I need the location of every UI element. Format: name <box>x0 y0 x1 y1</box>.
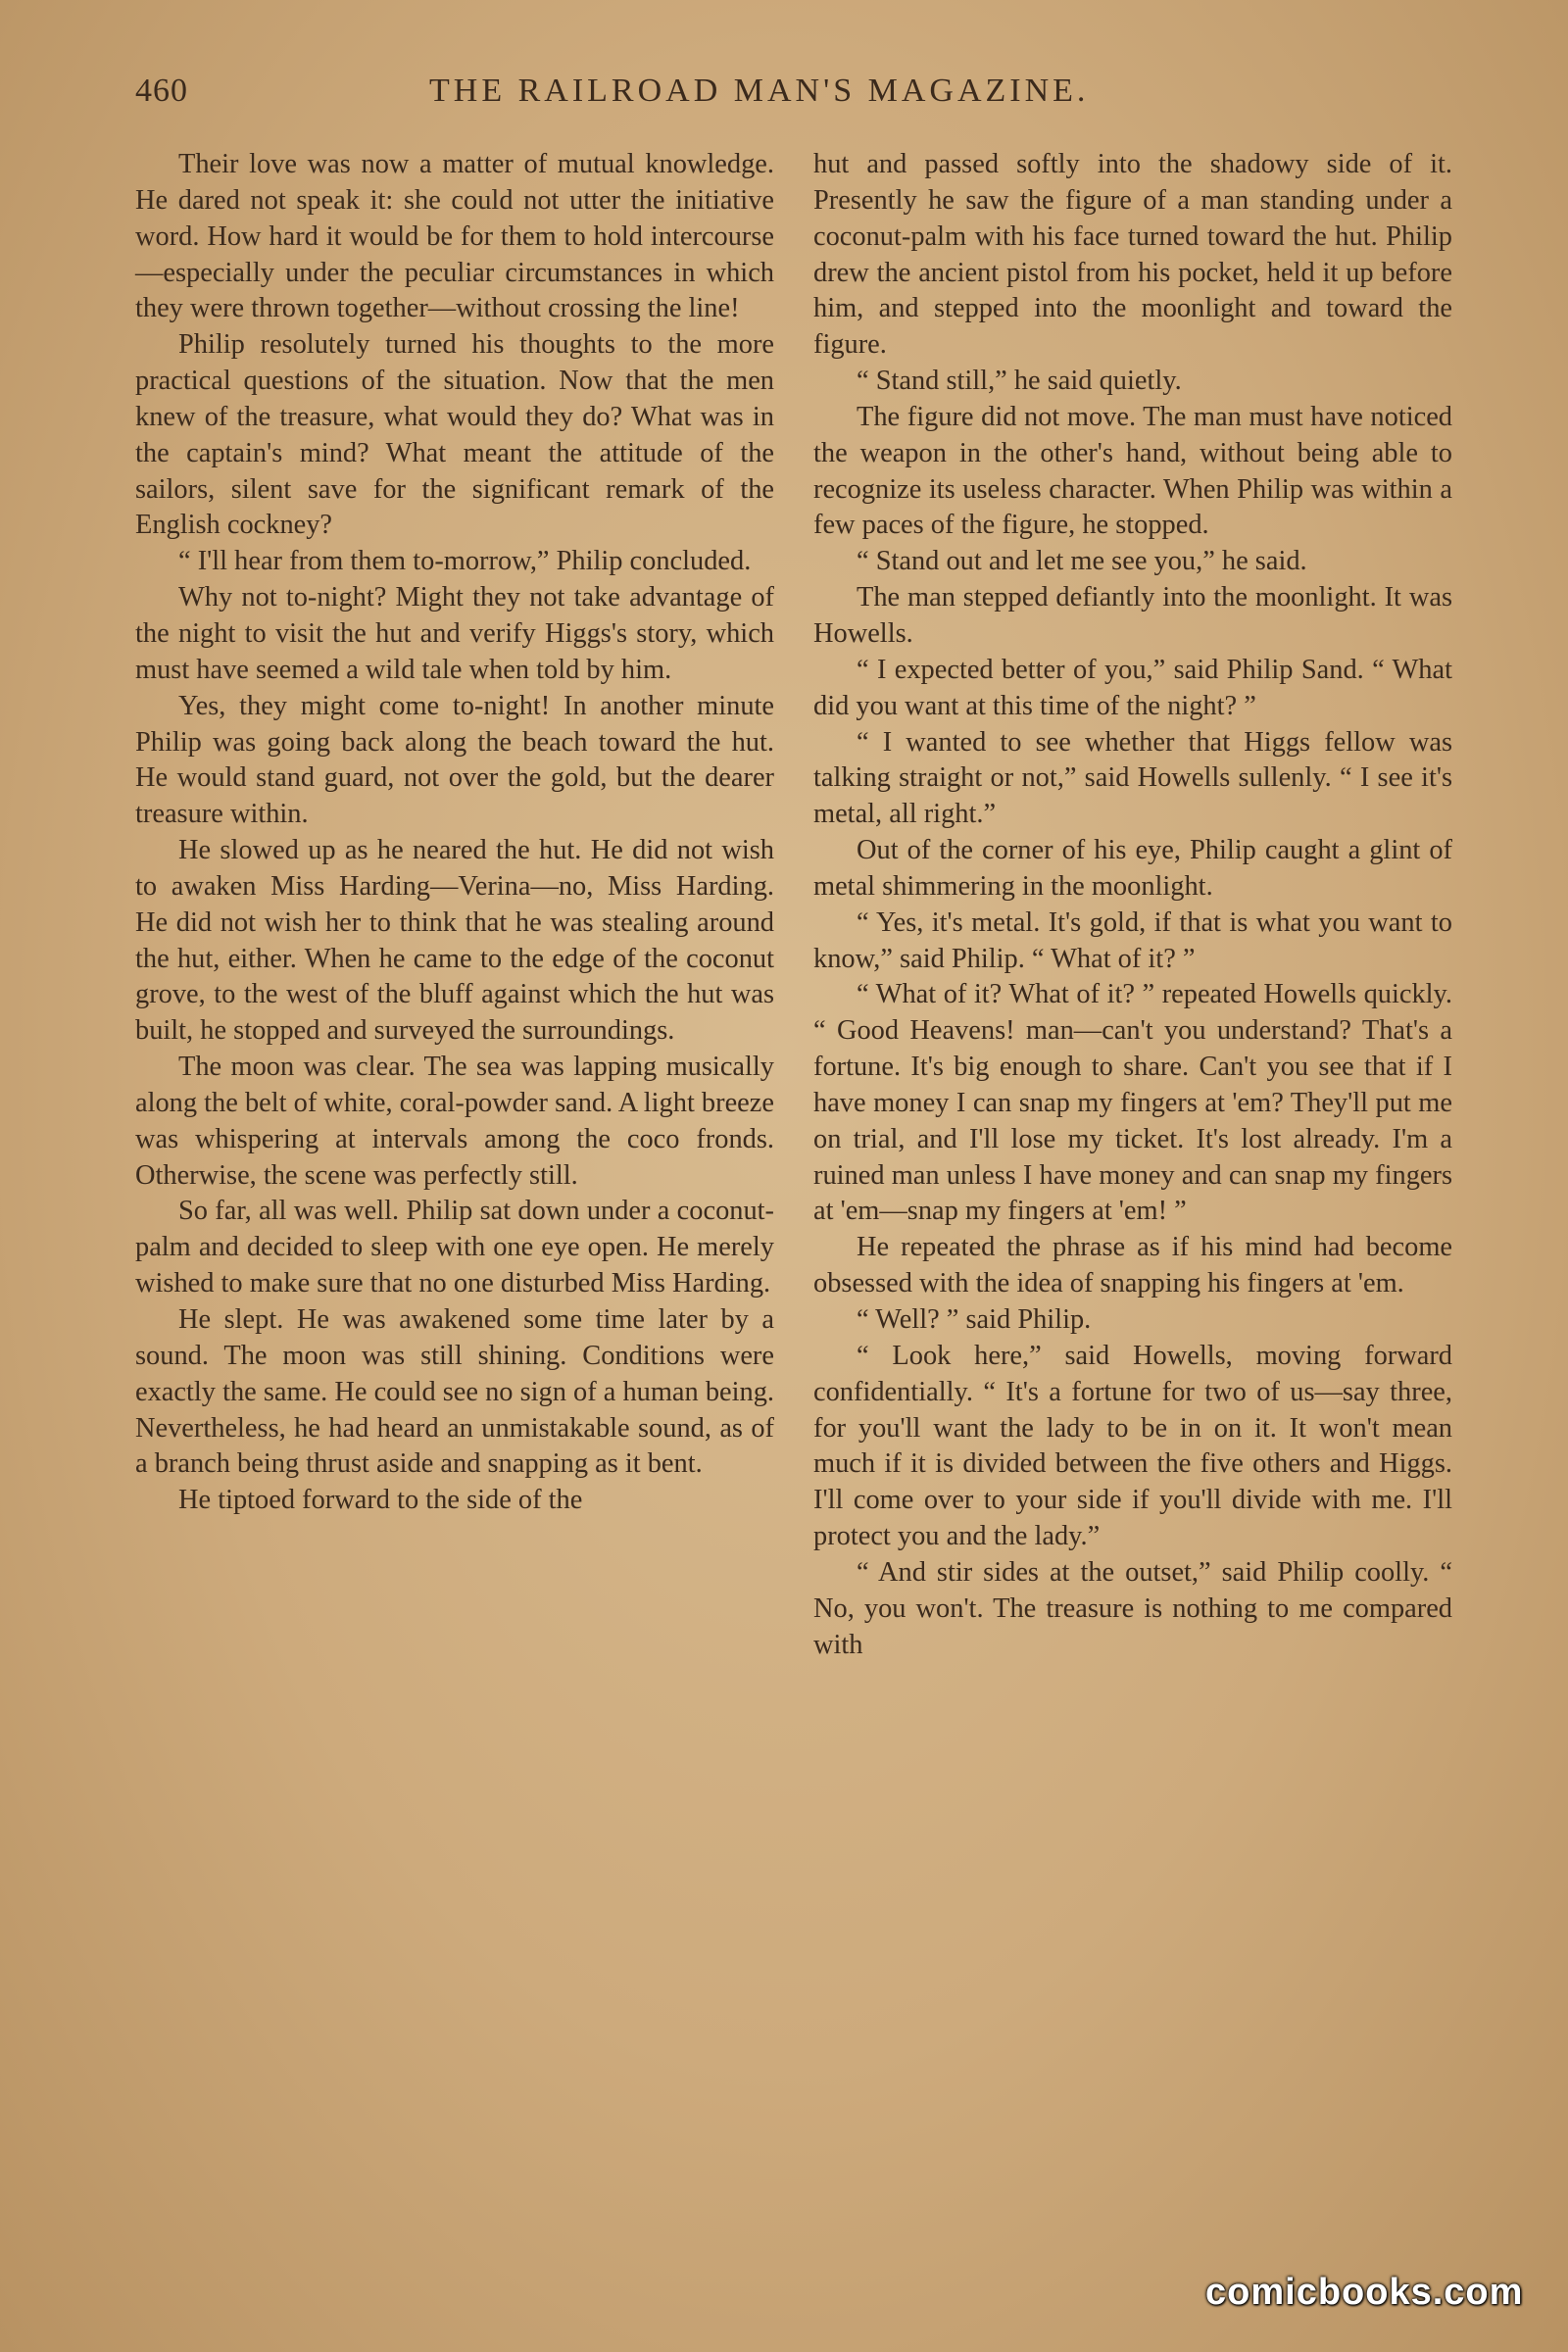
paragraph: The moon was clear. The sea was lapping musically along the belt of white, coral-powder sand. A light breeze was whispering at intervals among the coco fronds. Otherwise, the scene was perfectly still. <box>135 1052 774 1191</box>
paragraph: Philip resolutely turned his thoughts to the more practical questions of the situation. Now that the men knew of the treasure, what would they do? What was in the captain's mind? What meant the attitude of the sailors, silent save for the significant remark of the English cockney? <box>135 329 774 541</box>
paragraph: Yes, they might come to-night! In another minute Philip was going back along the beach toward the hut. He would stand guard, not over the gold, but the dearer treasure within. <box>135 690 774 830</box>
paragraph: “ I wanted to see whether that Higgs fellow was talking straight or not,” said Howells sullenly. “ I see it's metal, all right.” <box>813 726 1452 830</box>
left-column <box>135 147 774 1519</box>
paragraph: “ Stand out and let me see you,” he said. <box>857 546 1307 577</box>
paragraph: “ Yes, it's metal. It's gold, if that is what you want to know,” said Philip. “ What of it? ” <box>813 906 1452 974</box>
paragraph: He slowed up as he neared the hut. He did not wish to awaken Miss Harding—Verina—no, Miss Harding. He did not wish her to think that he was stealing around the hut, either. When he came to the edge of the coconut grove, to the west of the bluff against which the hut was built, he stopped and surveyed the surroundings. <box>135 835 774 1047</box>
paragraph: He repeated the phrase as if his mind had become obsessed with the idea of snapping his fingers at 'em. <box>813 1232 1452 1299</box>
paragraph: The man stepped defiantly into the moonlight. It was Howells. <box>813 582 1452 649</box>
paragraph: “ Well? ” said Philip. <box>857 1304 1092 1335</box>
paragraph: Why not to-night? Might they not take advantage of the night to visit the hut and verify Higgs's story, which must have seemed a wild tale when told by him. <box>135 582 774 685</box>
page-number: 460 <box>135 73 188 109</box>
paragraph: “ I'll hear from them to-morrow,” Philip concluded. <box>178 546 752 577</box>
paragraph: The figure did not move. The man must have noticed the weapon in the other's hand, without being able to recognize its useless character. When Philip was within a few paces of the figure, he stopped. <box>813 401 1452 541</box>
paragraph: He slept. He was awakened some time later by a sound. The moon was still shining. Conditions were exactly the same. He could see no sign of a human being. Nevertheless, he had heard an unmistakable sound, as of a branch being thrust aside and snapping as it bent. <box>135 1304 775 1480</box>
paragraph: “ And stir sides at the outset,” said Philip coolly. “ No, you won't. The treasure is nothing to me compared with <box>813 1556 1452 1660</box>
running-title: THE RAILROAD MAN'S MAGAZINE. <box>429 73 1090 109</box>
paragraph: “ Stand still,” he said quietly. <box>857 366 1182 397</box>
paragraph: So far, all was well. Philip sat down under a coconut-palm and decided to sleep with one eye open. He merely wished to make sure that no one disturbed Miss Harding. <box>135 1196 774 1299</box>
paragraph: He tiptoed forward to the side of the <box>178 1485 583 1516</box>
paragraph: “ Look here,” said Howells, moving forward confidentially. “ It's a fortune for two of us—say three, for you'll want the lady to be in on it. It won't mean much if it is divided between the five others and Higgs. I'll come over to your side if you'll divide with me. I'll protect you and the lady.” <box>813 1340 1452 1552</box>
right-column <box>813 147 1452 1663</box>
paragraph: hut and passed softly into the shadowy side of it. Presently he saw the figure of a man standing under a coconut-palm with his face turned toward the hut. Philip drew the ancient pistol from his pocket, held it up before him, and stepped into the moonlight and toward the figure. <box>813 149 1452 361</box>
paragraph: Out of the corner of his eye, Philip caught a glint of metal shimmering in the moonlight. <box>813 835 1452 902</box>
paragraph: Their love was now a matter of mutual knowledge. He dared not speak it: she could not utter the initiative word. How hard it would be for them to hold intercourse—especially under the peculiar circumstances in which they were thrown together—without crossing the line! <box>135 149 774 324</box>
paragraph: “ I expected better of you,” said Philip Sand. “ What did you want at this time of the night? ” <box>813 654 1452 721</box>
page-header <box>135 73 1458 131</box>
paragraph: “ What of it? What of it? ” repeated Howells quickly. “ Good Heavens! man—can't you understand? That's a fortune. It's big enough to share. Can't you see that if I have money I can snap my fingers at 'em? They'll put me on trial, and I'll lose my ticket. It's lost already. I'm a ruined man unless I have money and can snap my fingers at 'em—snap my fingers at 'em! ” <box>813 979 1452 1227</box>
site-watermark: comicbooks.com <box>1205 2272 1524 2313</box>
